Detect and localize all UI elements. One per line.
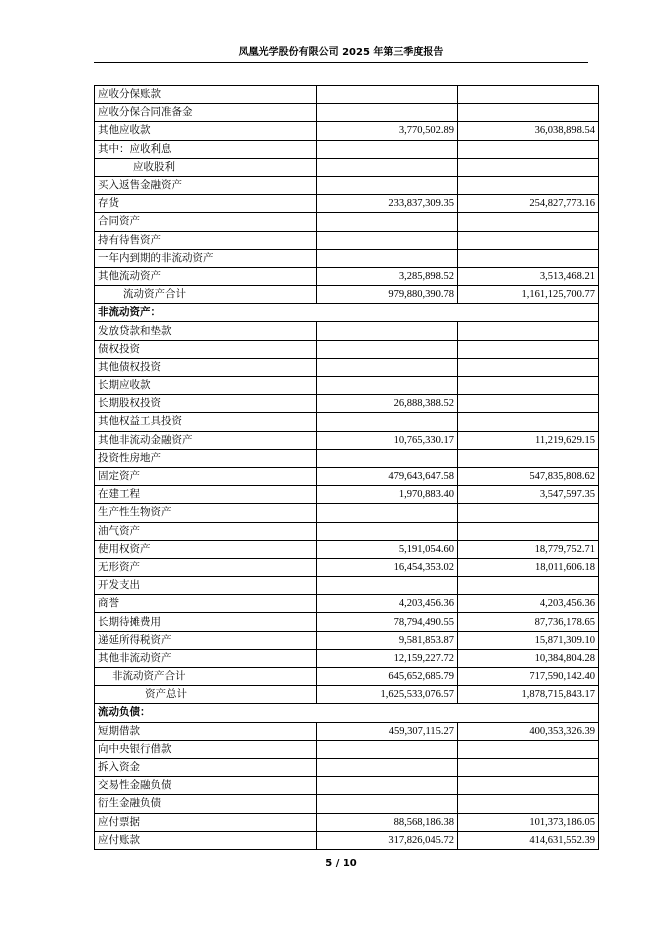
- row-label: 其中：应收利息: [95, 140, 317, 158]
- prior-period-value: 101,373,186.05: [458, 813, 599, 831]
- current-period-value: [317, 504, 458, 522]
- table-row: [95, 231, 599, 249]
- current-period-value: 12,159,227.72: [317, 649, 458, 667]
- current-period-value: [317, 577, 458, 595]
- row-label: 投资性房地产: [95, 449, 317, 467]
- row-label: 长期应收款: [95, 377, 317, 395]
- current-period-value: [317, 740, 458, 758]
- table-row: [95, 267, 599, 285]
- current-period-value: [317, 522, 458, 540]
- row-label: 生产性生物资产: [95, 504, 317, 522]
- prior-period-value: 3,547,597.35: [458, 486, 599, 504]
- table-row: [95, 577, 599, 595]
- table-row: [95, 122, 599, 140]
- current-period-value: 10,765,330.17: [317, 431, 458, 449]
- prior-period-value: [458, 140, 599, 158]
- current-period-value: 979,880,390.78: [317, 286, 458, 304]
- current-period-value: 5,191,054.60: [317, 540, 458, 558]
- prior-period-value: 1,161,125,700.77: [458, 286, 599, 304]
- row-label: 一年内到期的非流动资产: [95, 249, 317, 267]
- table-row: [95, 613, 599, 631]
- table-row: [95, 358, 599, 376]
- table-row: [95, 377, 599, 395]
- table-row: [95, 449, 599, 467]
- row-label: 资产总计: [95, 686, 317, 704]
- current-period-value: [317, 231, 458, 249]
- current-period-value: 3,285,898.52: [317, 267, 458, 285]
- row-label: 开发支出: [95, 577, 317, 595]
- prior-period-value: [458, 395, 599, 413]
- current-period-value: 78,794,490.55: [317, 613, 458, 631]
- section-heading: 流动负债：: [95, 704, 599, 722]
- row-label: 应收股利: [95, 158, 317, 176]
- prior-period-value: [458, 522, 599, 540]
- table-row: [95, 213, 599, 231]
- table-row: [95, 104, 599, 122]
- header-rule: [94, 62, 588, 63]
- section-heading: 非流动资产：: [95, 304, 599, 322]
- prior-period-value: [458, 249, 599, 267]
- prior-period-value: [458, 758, 599, 776]
- table-row: [95, 504, 599, 522]
- prior-period-value: 414,631,552.39: [458, 831, 599, 849]
- current-period-value: [317, 176, 458, 194]
- table-row: [95, 795, 599, 813]
- prior-period-value: 18,779,752.71: [458, 540, 599, 558]
- prior-period-value: [458, 158, 599, 176]
- row-label: 使用权资产: [95, 540, 317, 558]
- section-row: [95, 704, 599, 722]
- prior-period-value: [458, 377, 599, 395]
- current-period-value: [317, 758, 458, 776]
- row-label: 发放贷款和垫款: [95, 322, 317, 340]
- table-row: [95, 286, 599, 304]
- table-row: [95, 340, 599, 358]
- row-label: 拆入资金: [95, 758, 317, 776]
- current-period-value: 645,652,685.79: [317, 668, 458, 686]
- row-label: 商誉: [95, 595, 317, 613]
- current-period-value: [317, 322, 458, 340]
- table-row: [95, 140, 599, 158]
- current-period-value: [317, 158, 458, 176]
- table-row: [95, 522, 599, 540]
- prior-period-value: 87,736,178.65: [458, 613, 599, 631]
- row-label: 债权投资: [95, 340, 317, 358]
- row-label: 油气资产: [95, 522, 317, 540]
- row-label: 其他非流动资产: [95, 649, 317, 667]
- table-row: [95, 86, 599, 104]
- row-label: 应付票据: [95, 813, 317, 831]
- row-label: 固定资产: [95, 467, 317, 485]
- current-period-value: [317, 104, 458, 122]
- row-label: 短期借款: [95, 722, 317, 740]
- prior-period-value: [458, 322, 599, 340]
- current-period-value: [317, 777, 458, 795]
- prior-period-value: 1,878,715,843.17: [458, 686, 599, 704]
- table-row: [95, 558, 599, 576]
- prior-period-value: [458, 231, 599, 249]
- current-period-value: 4,203,456.36: [317, 595, 458, 613]
- table-row: [95, 740, 599, 758]
- table-row: [95, 249, 599, 267]
- row-label: 交易性金融负债: [95, 777, 317, 795]
- current-period-value: 459,307,115.27: [317, 722, 458, 740]
- table-row: [95, 195, 599, 213]
- prior-period-value: 3,513,468.21: [458, 267, 599, 285]
- table-row: [95, 668, 599, 686]
- row-label: 合同资产: [95, 213, 317, 231]
- table-row: [95, 322, 599, 340]
- prior-period-value: 10,384,804.28: [458, 649, 599, 667]
- prior-period-value: [458, 213, 599, 231]
- balance-sheet-table: [94, 85, 599, 850]
- current-period-value: [317, 358, 458, 376]
- prior-period-value: [458, 176, 599, 194]
- table-row: [95, 686, 599, 704]
- prior-period-value: [458, 340, 599, 358]
- table-row: [95, 158, 599, 176]
- prior-period-value: [458, 449, 599, 467]
- row-label: 其他非流动金融资产: [95, 431, 317, 449]
- row-label: 递延所得税资产: [95, 631, 317, 649]
- row-label: 无形资产: [95, 558, 317, 576]
- section-row: [95, 304, 599, 322]
- row-label: 长期股权投资: [95, 395, 317, 413]
- table-row: [95, 649, 599, 667]
- prior-period-value: 547,835,808.62: [458, 467, 599, 485]
- current-period-value: [317, 413, 458, 431]
- table-row: [95, 176, 599, 194]
- current-period-value: [317, 140, 458, 158]
- row-label: 买入返售金融资产: [95, 176, 317, 194]
- table-row: [95, 431, 599, 449]
- page-header-title: 凤凰光学股份有限公司 2025 年第三季度报告: [238, 47, 444, 58]
- table-row: [95, 758, 599, 776]
- table-row: [95, 395, 599, 413]
- table-row: [95, 413, 599, 431]
- row-label: 应收分保合同准备金: [95, 104, 317, 122]
- row-label: 其他流动资产: [95, 267, 317, 285]
- current-period-value: [317, 795, 458, 813]
- row-label: 其他债权投资: [95, 358, 317, 376]
- table-row: [95, 595, 599, 613]
- prior-period-value: [458, 577, 599, 595]
- row-label: 衍生金融负债: [95, 795, 317, 813]
- prior-period-value: [458, 104, 599, 122]
- table-row: [95, 540, 599, 558]
- current-period-value: 26,888,388.52: [317, 395, 458, 413]
- table-row: [95, 631, 599, 649]
- row-label: 在建工程: [95, 486, 317, 504]
- prior-period-value: [458, 86, 599, 104]
- row-label: 非流动资产合计: [95, 668, 317, 686]
- row-label: 其他应收款: [95, 122, 317, 140]
- prior-period-value: 400,353,326.39: [458, 722, 599, 740]
- table-row: [95, 831, 599, 849]
- current-period-value: [317, 377, 458, 395]
- prior-period-value: [458, 504, 599, 522]
- prior-period-value: 717,590,142.40: [458, 668, 599, 686]
- prior-period-value: [458, 358, 599, 376]
- current-period-value: [317, 86, 458, 104]
- current-period-value: 88,568,186.38: [317, 813, 458, 831]
- row-label: 流动资产合计: [95, 286, 317, 304]
- balance-sheet-body: [95, 86, 599, 850]
- table-row: [95, 777, 599, 795]
- current-period-value: 3,770,502.89: [317, 122, 458, 140]
- current-period-value: 1,970,883.40: [317, 486, 458, 504]
- current-period-value: 9,581,853.87: [317, 631, 458, 649]
- row-label: 持有待售资产: [95, 231, 317, 249]
- prior-period-value: 36,038,898.54: [458, 122, 599, 140]
- current-period-value: 16,454,353.02: [317, 558, 458, 576]
- current-period-value: 1,625,533,076.57: [317, 686, 458, 704]
- table-row: [95, 722, 599, 740]
- prior-period-value: 18,011,606.18: [458, 558, 599, 576]
- prior-period-value: [458, 777, 599, 795]
- current-period-value: 317,826,045.72: [317, 831, 458, 849]
- row-label: 存货: [95, 195, 317, 213]
- prior-period-value: 11,219,629.15: [458, 431, 599, 449]
- table-row: [95, 486, 599, 504]
- current-period-value: [317, 249, 458, 267]
- prior-period-value: 15,871,309.10: [458, 631, 599, 649]
- row-label: 应付账款: [95, 831, 317, 849]
- page-number: 5 / 10: [325, 858, 357, 869]
- prior-period-value: [458, 740, 599, 758]
- row-label: 其他权益工具投资: [95, 413, 317, 431]
- prior-period-value: 254,827,773.16: [458, 195, 599, 213]
- row-label: 向中央银行借款: [95, 740, 317, 758]
- current-period-value: [317, 449, 458, 467]
- row-label: 应收分保账款: [95, 86, 317, 104]
- current-period-value: 233,837,309.35: [317, 195, 458, 213]
- table-row: [95, 467, 599, 485]
- current-period-value: [317, 213, 458, 231]
- prior-period-value: [458, 413, 599, 431]
- row-label: 长期待摊费用: [95, 613, 317, 631]
- prior-period-value: 4,203,456.36: [458, 595, 599, 613]
- current-period-value: 479,643,647.58: [317, 467, 458, 485]
- table-row: [95, 813, 599, 831]
- current-period-value: [317, 340, 458, 358]
- prior-period-value: [458, 795, 599, 813]
